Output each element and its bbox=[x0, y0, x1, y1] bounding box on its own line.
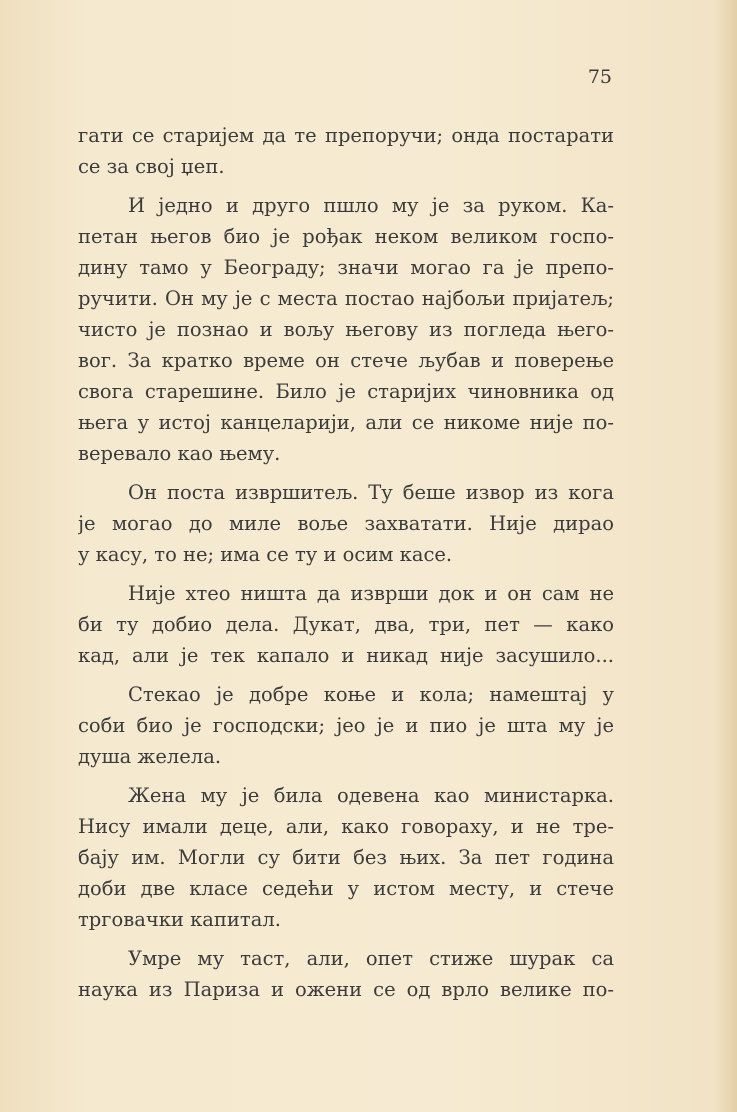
text-line: чисто је познао и вољу његову из погледа његo- bbox=[78, 318, 614, 341]
text-line: је могао до миле воље захватати. Није дирао bbox=[78, 512, 614, 535]
text-line: дину тамо у Београду; значи могао га је препо- bbox=[78, 256, 614, 279]
text-line: њега у истој канцеларији, али се никоме није по- bbox=[78, 411, 614, 434]
body-text bbox=[78, 120, 614, 1005]
text-line: Нису имали деце, али, како говораху, и не тре- bbox=[78, 815, 614, 838]
text-line: свога старешине. Било је старијих чиновника од bbox=[78, 380, 614, 403]
page-edge-shadow bbox=[715, 0, 737, 1112]
text-line: наука из Париза и ожени се од врло велике по- bbox=[78, 978, 614, 1001]
text-line: бају им. Могли су бити без њих. За пет година bbox=[78, 846, 614, 869]
text-line: И једно и друго пшло му је за руком. Ка- bbox=[128, 194, 614, 217]
text-line: душа желела. bbox=[78, 745, 222, 768]
text-line: Он поста извршитељ. Ту беше извор из кога bbox=[128, 481, 614, 504]
text-line: петан његов био је рођак неком великом госпо- bbox=[78, 225, 614, 248]
text-line: Умре му таст, али, опет стиже шурак са bbox=[128, 947, 614, 970]
text-line: гати се старијем да те препоручи; онда постарати bbox=[78, 124, 614, 147]
text-line: доби две класе седећи у истом месту, и стече bbox=[78, 877, 614, 900]
text-line: соби био је господски; јео је и пио је шта му је bbox=[78, 714, 614, 737]
text-line: Није хтео ништа да изврши док и он сам не bbox=[128, 582, 614, 605]
text-line: би ту добио дела. Дукат, два, три, пет — како bbox=[78, 613, 614, 636]
text-line: ручити. Он му је с места постао најбољи пријатељ; bbox=[78, 287, 614, 310]
text-line: у касу, то не; има се ту и осим касе. bbox=[78, 543, 453, 566]
text-line: кад, али је тек капало и никад није засушило... bbox=[78, 644, 614, 667]
text-line: Стекао је добре коње и кола; намештај у bbox=[128, 683, 614, 706]
text-line: веревало као њему. bbox=[78, 442, 281, 465]
page-number: 75 bbox=[587, 66, 612, 88]
text-line: Жена му је била одевена као министарка. bbox=[128, 784, 614, 807]
text-line: трговачки капитал. bbox=[78, 908, 281, 931]
text-line: се за свој џеп. bbox=[78, 155, 225, 178]
text-line: вог. За кратко време он стече љубав и поверење bbox=[78, 349, 614, 372]
